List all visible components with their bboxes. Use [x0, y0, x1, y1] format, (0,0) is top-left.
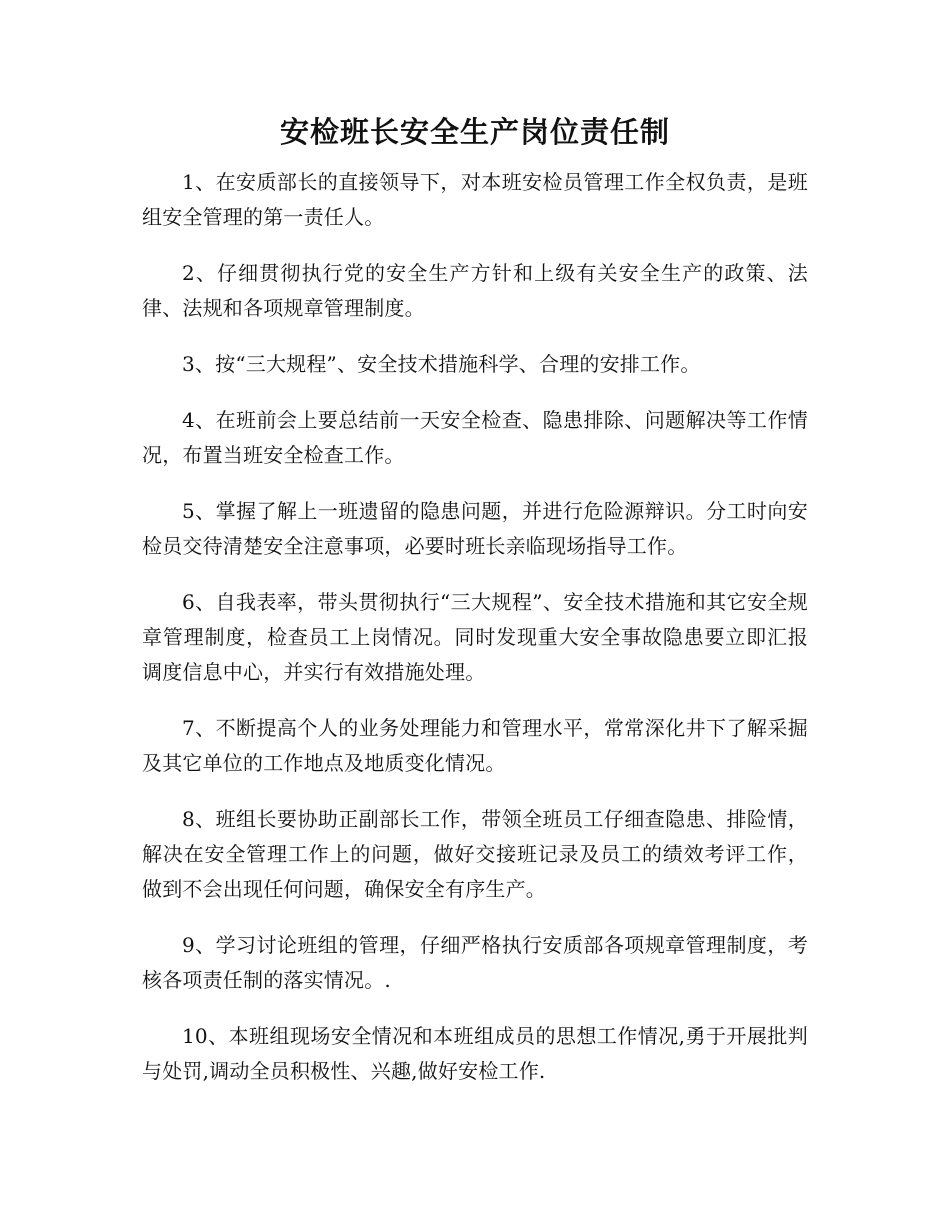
clause-3: 3、按“三大规程”、安全技术措施科学、合理的安排工作。 — [182, 352, 701, 376]
clause-1: 1、在安质部长的直接领导下，对本班安检员管理工作全权负责，是班组安全管理的第一责任人。 — [142, 170, 808, 229]
clause-2: 2、仔细贯彻执行党的安全生产方针和上级有关安全生产的政策、法律、法规和各项规章管理制度。 — [142, 261, 808, 320]
clause-6: 6、自我表率，带头贯彻执行“三大规程”、安全技术措施和其它安全规章管理制度，检查员工上岗情况。同时发现重大安全事故隐患要立即汇报调度信息中心，并实行有效措施处理。 — [142, 590, 808, 684]
clause-4: 4、在班前会上要总结前一天安全检查、隐患排除、问题解决等工作情况，布置当班安全检查工作。 — [142, 408, 808, 467]
clause-5: 5、掌握了解上一班遗留的隐患问题，并进行危险源辩识。分工时向安检员交待清楚安全注意事项，必要时班长亲临现场指导工作。 — [142, 499, 808, 558]
document-body — [142, 165, 808, 1110]
clause-7: 7、不断提高个人的业务处理能力和管理水平，常常深化井下了解采掘及其它单位的工作地点及地质变化情况。 — [142, 716, 808, 775]
document-title: 安检班长安全生产岗位责任制 — [279, 115, 670, 149]
clause-10: 10、本班组现场安全情况和本班组成员的思想工作情况,勇于开展批判与处罚,调动全员积极性、兴趣,做好安检工作. — [142, 1024, 808, 1083]
clause-9: 9、学习讨论班组的管理，仔细严格执行安质部各项规章管理制度，考核各项责任制的落实情况。. — [142, 933, 808, 992]
clause-8: 8、班组长要协助正副部长工作，带领全班员工仔细查隐患、排险情，解决在安全管理工作上的问题，做好交接班记录及员工的绩效考评工作，做到不会出现任何问题，确保安全有序生产。 — [142, 807, 808, 901]
